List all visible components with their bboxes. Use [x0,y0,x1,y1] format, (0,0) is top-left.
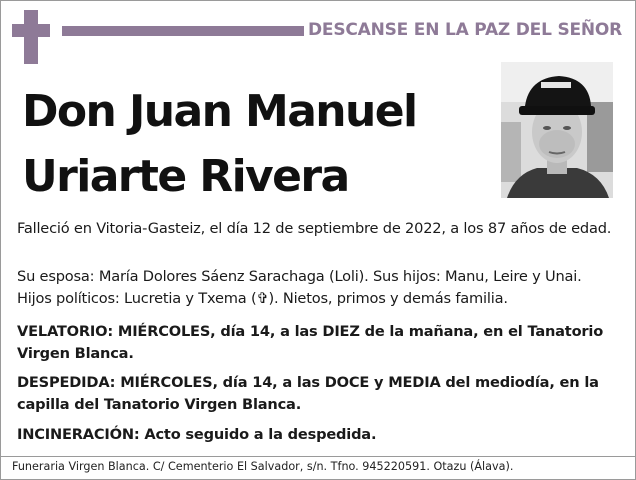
portrait-photo-illustration [501,62,613,198]
footer-funeral-home: Funeraria Virgen Blanca. C/ Cementerio El Salvador, s/n. Tfno. 945220591. Otazu (Álava). [12,460,514,473]
header-title: DESCANSE EN LA PAZ DEL SEÑOR [308,20,623,40]
farewell-paragraph: DESPEDIDA: MIÉRCOLES, día 14, a las DOCE y MEDIA del mediodía, en la capilla del Tanatorio Virgen Blanca. [17,374,599,413]
footer-divider [0,456,636,457]
family-paragraph: Su esposa: María Dolores Sáenz Sarachaga (Loli). Sus hijos: Manu, Leire y Unai. Hijos políticos: Lucretia y Txema (✞). Nietos, primos y demás familia. [17,268,582,307]
cremation-paragraph: INCINERACIÓN: Acto seguido a la despedida. [17,426,377,443]
deceased-name-line2: Uriarte Rivera [22,151,349,202]
wake-paragraph: VELATORIO: MIÉRCOLES, día 14, a las DIEZ de la mañana, en el Tanatorio Virgen Blanca. [17,323,604,362]
portrait-photo [501,62,613,198]
death-announcement-paragraph: Falleció en Vitoria-Gasteiz, el día 12 de septiembre de 2022, a los 87 años de edad. [17,220,612,237]
header-divider-bar [62,26,304,36]
deceased-name-line1: Don Juan Manuel [22,86,417,137]
